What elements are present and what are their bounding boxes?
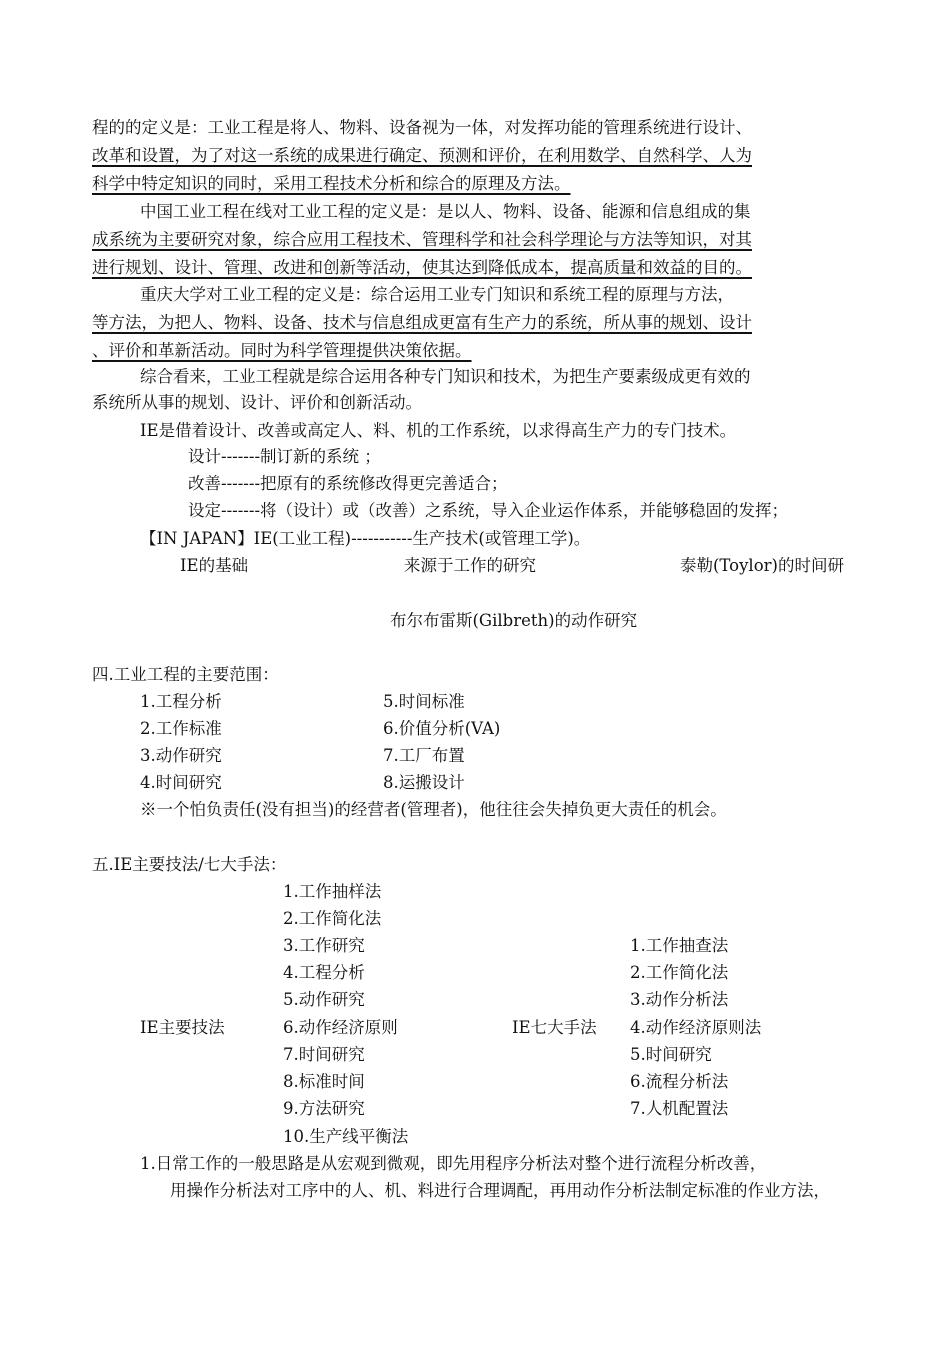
ie-foundation-source: 来源于工作的研究: [404, 556, 536, 575]
design-definition: 设计-------制订新的系统 ；: [188, 447, 381, 466]
technique-item: 4.工程分析: [283, 963, 365, 982]
ie-seven-methods-label: IE七大手法: [512, 1018, 597, 1037]
scope-item: 3.动作研究: [140, 746, 222, 765]
taylor-time-study: 泰勒(Toylor)的时间研: [680, 556, 844, 575]
technique-item: 9.方法研究: [283, 1099, 365, 1118]
cqu-definition-line-2: 等方法，为把人、物料、设备、技术与信息组成更富有生产力的系统，所从事的规划、设计: [92, 313, 752, 332]
closing-line-2: 用操作分析法对工序中的人、机、料进行合理调配，再用动作分析法制定标准的作业方法，: [170, 1181, 830, 1200]
method-item: 2.工作简化法: [630, 963, 729, 982]
technique-item: 5.动作研究: [283, 990, 365, 1009]
ie-main-techniques-label: IE主要技法: [140, 1018, 225, 1037]
ie-foundation-label: IE的基础: [180, 556, 249, 575]
jis-definition-line-1: 程的的定义是：工业工程是将人、物料、设备视为一体，对发挥功能的管理系统进行设计、: [92, 118, 752, 137]
scope-item: 6.价值分析(VA): [383, 719, 501, 738]
japan-definition: 【IN JAPAN】IE(工业工程)-----------生产技术(或管理工学)。: [140, 529, 591, 548]
technique-item: 6.动作经济原则: [283, 1018, 398, 1037]
jis-definition-line-2: 改革和设置，为了对这一系统的成果进行确定、预测和评价，在利用数学、自然科学、人为: [92, 146, 752, 165]
scope-item: 7.工厂布置: [383, 746, 465, 765]
improve-definition: 改善-------把原有的系统修改得更完善适合；: [188, 474, 508, 493]
method-item: 3.动作分析法: [630, 990, 729, 1009]
closing-line-1: 1.日常工作的一般思路是从宏观到微观，即先用程序分析法对整个进行流程分析改善，: [140, 1154, 767, 1173]
summary-line-2: 系统所从事的规划、设计、评价和创新活动。: [92, 393, 422, 412]
scope-item: 5.时间标准: [383, 692, 465, 711]
scope-item: 1.工程分析: [140, 692, 222, 711]
method-item: 4.动作经济原则法: [630, 1018, 762, 1037]
ie-intro: IE是借着设计、改善或高定人、料、机的工作系统，以求得高生产力的专门技术。: [140, 421, 737, 440]
gilbreth-motion-study: 布尔布雷斯(Gilbreth)的动作研究: [390, 611, 638, 630]
method-item: 1.工作抽查法: [630, 936, 729, 955]
technique-item: 7.时间研究: [283, 1045, 365, 1064]
method-item: 7.人机配置法: [630, 1099, 729, 1118]
cie-definition-line-1: 中国工业工程在线对工业工程的定义是：是以人、物料、设备、能源和信息组成的集: [140, 202, 751, 221]
method-item: 6.流程分析法: [630, 1072, 729, 1091]
cie-definition-line-2: 成系统为主要研究对象，综合应用工程技术、管理科学和社会科学理论与方法等知识，对其: [92, 230, 752, 249]
technique-item: 2.工作简化法: [283, 909, 382, 928]
scope-item: 8.运搬设计: [383, 773, 465, 792]
cqu-definition-line-1: 重庆大学对工业工程的定义是：综合运用工业专门知识和系统工程的原理与方法，: [140, 285, 734, 304]
section4-title: 四.工业工程的主要范围：: [92, 665, 279, 684]
technique-item: 3.工作研究: [283, 936, 365, 955]
cqu-definition-line-3: 、评价和革新活动。同时为科学管理提供决策依据。: [92, 341, 472, 360]
section5-title: 五.IE主要技法/七大手法：: [92, 855, 287, 874]
technique-item: 8.标准时间: [283, 1072, 365, 1091]
scope-item: 2.工作标准: [140, 719, 222, 738]
scope-item: 4.时间研究: [140, 773, 222, 792]
summary-line-1: 综合看来，工业工程就是综合运用各种专门知识和技术，为把生产要素级成更有效的: [140, 367, 751, 386]
cie-definition-line-3: 进行规划、设计、管理、改进和创新等活动，使其达到降低成本，提高质量和效益的目的。: [92, 258, 752, 277]
establish-definition: 设定-------将（设计）或（改善）之系统，导入企业运作体系，并能够稳固的发挥；: [188, 501, 789, 520]
jis-definition-line-3: 科学中特定知识的同时，采用工程技术分析和综合的原理及方法。: [92, 174, 571, 193]
method-item: 5.时间研究: [630, 1045, 712, 1064]
technique-item: 1.工作抽样法: [283, 882, 382, 901]
technique-item: 10.生产线平衡法: [283, 1127, 409, 1146]
responsibility-note: ※一个怕负责任(没有担当)的经营者(管理者)，他往往会失掉负更大责任的机会。: [140, 800, 727, 819]
